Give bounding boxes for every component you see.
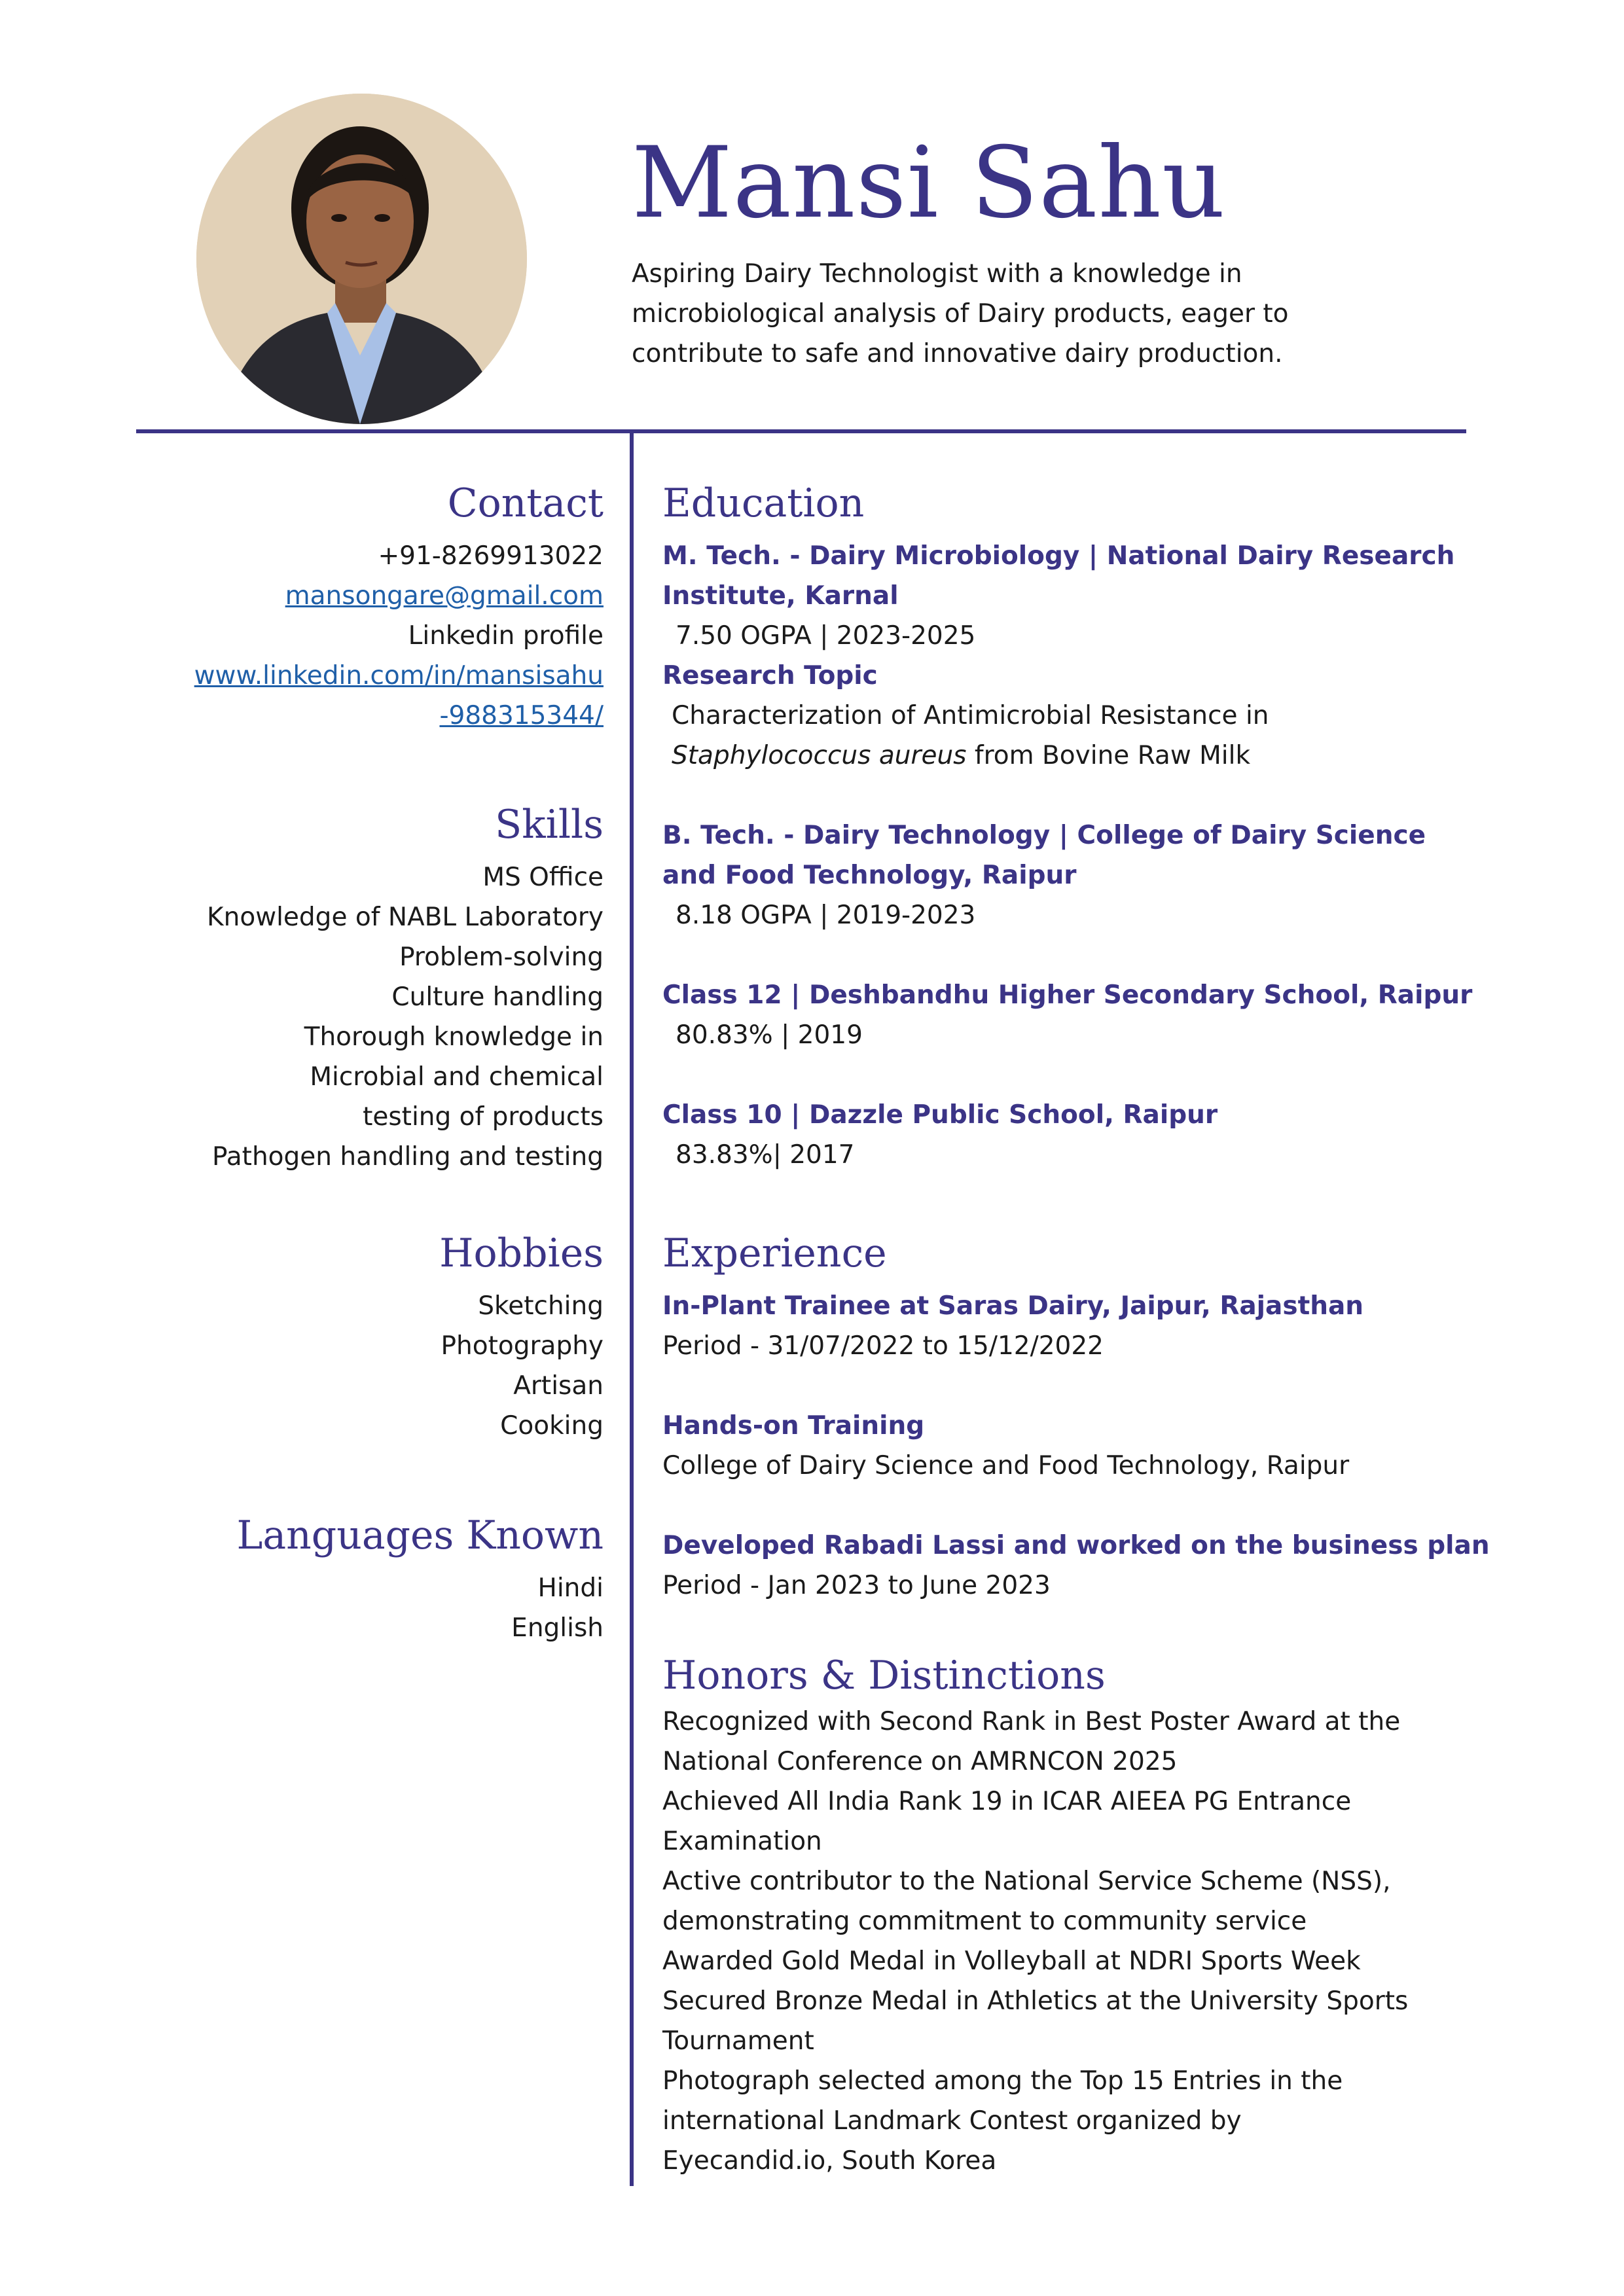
skill-item: testing of products xyxy=(363,1102,604,1132)
experience-item-detail: Period - 31/07/2022 to 15/12/2022 xyxy=(662,1331,1104,1361)
profile-photo xyxy=(196,94,527,424)
contact-title: Contact xyxy=(447,480,604,526)
skill-item: Knowledge of NABL Laboratory xyxy=(207,903,604,932)
tagline-line: microbiological analysis of Dairy products, eager to xyxy=(632,299,1289,329)
experience-item-title: Developed Rabadi Lassi and worked on the business plan xyxy=(662,1531,1490,1560)
linkedin-link-continued[interactable]: -988315344/ xyxy=(439,701,604,730)
honor-line: Examination xyxy=(662,1827,822,1856)
experience-item-title: In-Plant Trainee at Saras Dairy, Jaipur, Rajasthan xyxy=(662,1291,1364,1321)
honor-line: Achieved All India Rank 19 in ICAR AIEEA PG Entrance xyxy=(662,1787,1352,1816)
honor-line: demonstrating commitment to community service xyxy=(662,1907,1307,1936)
education-title: Education xyxy=(662,480,865,526)
honor-line: Awarded Gold Medal in Volleyball at NDRI Sports Week xyxy=(662,1946,1361,1976)
hobby-item: Artisan xyxy=(513,1371,604,1401)
research-topic: Characterization of Antimicrobial Resistance in xyxy=(672,701,1269,730)
research-topic-label: Research Topic xyxy=(662,661,878,691)
hobby-item: Photography xyxy=(441,1331,604,1361)
btech-heading: B. Tech. - Dairy Technology | College of Dairy Science xyxy=(662,821,1426,850)
hobby-item: Sketching xyxy=(478,1291,604,1321)
experience-item-detail: Period - Jan 2023 to June 2023 xyxy=(662,1571,1051,1600)
mtech-score: 7.50 OGPA | 2023-2025 xyxy=(676,621,976,651)
experience-item-title: Hands-on Training xyxy=(662,1411,925,1441)
honor-line: Photograph selected among the Top 15 Entries in the xyxy=(662,2066,1343,2096)
class12-score: 80.83% | 2019 xyxy=(676,1020,863,1050)
mtech-heading-continued: Institute, Karnal xyxy=(662,581,899,611)
class10-score: 83.83%| 2017 xyxy=(676,1140,855,1170)
research-topic-rest: from Bovine Raw Milk xyxy=(966,741,1251,770)
btech-heading-continued: and Food Technology, Raipur xyxy=(662,861,1077,890)
languages-section xyxy=(131,1509,604,1648)
experience-title: Experience xyxy=(662,1230,887,1276)
btech-score: 8.18 OGPA | 2019-2023 xyxy=(676,901,976,930)
vertical-divider xyxy=(630,429,634,2186)
experience-section xyxy=(662,1227,1490,1605)
phone-number: +91-8269913022 xyxy=(378,541,604,571)
honor-line: Recognized with Second Rank in Best Poster Award at the xyxy=(662,1707,1401,1736)
hobbies-section xyxy=(131,1227,604,1446)
honor-line: Tournament xyxy=(662,2026,814,2056)
email-link[interactable]: mansongare@gmail.com xyxy=(285,581,604,611)
honor-line: Eyecandid.io, South Korea xyxy=(662,2146,997,2176)
skill-item: Pathogen handling and testing xyxy=(211,1142,604,1172)
skill-item: MS Office xyxy=(482,863,604,892)
honor-line: international Landmark Contest organized by xyxy=(662,2106,1242,2136)
education-section xyxy=(662,477,1473,1175)
tagline-line: contribute to safe and innovative dairy production. xyxy=(632,339,1283,368)
honor-line: Secured Bronze Medal in Athletics at the University Sports xyxy=(662,1986,1409,2016)
mtech-heading: M. Tech. - Dairy Microbiology | National Dairy Research xyxy=(662,541,1455,571)
research-topic-continued xyxy=(662,736,1461,776)
tagline xyxy=(632,254,1417,374)
skill-item: Thorough knowledge in xyxy=(304,1022,604,1052)
language-item: English xyxy=(511,1613,604,1643)
class10-heading: Class 10 | Dazzle Public School, Raipur xyxy=(662,1100,1218,1130)
honors-section xyxy=(662,1649,1461,2181)
class12-heading: Class 12 | Deshbandhu Higher Secondary School, Raipur xyxy=(662,980,1473,1010)
contact-section xyxy=(131,477,604,736)
hobbies-title: Hobbies xyxy=(439,1230,604,1276)
organism-name: Staphylococcus aureus xyxy=(672,741,967,770)
skill-item: Culture handling xyxy=(391,982,604,1012)
honor-line: National Conference on AMRNCON 2025 xyxy=(662,1747,1178,1776)
languages-title: Languages Known xyxy=(236,1513,604,1558)
experience-item-detail: College of Dairy Science and Food Technology, Raipur xyxy=(662,1451,1350,1480)
honor-line: Active contributor to the National Service Scheme (NSS), xyxy=(662,1867,1391,1896)
linkedin-link[interactable]: www.linkedin.com/in/mansisahu xyxy=(194,661,604,691)
skills-title: Skills xyxy=(495,802,604,848)
skill-item: Microbial and chemical xyxy=(310,1062,604,1092)
horizontal-divider xyxy=(136,429,1466,433)
honors-title: Honors & Distinctions xyxy=(662,1653,1106,1698)
language-item: Hindi xyxy=(537,1573,604,1603)
skills-section xyxy=(131,798,604,1177)
linkedin-label: Linkedin profile xyxy=(408,621,604,651)
tagline-line: Aspiring Dairy Technologist with a knowledge in xyxy=(632,259,1242,289)
hobby-item: Cooking xyxy=(500,1411,604,1441)
skill-item: Problem-solving xyxy=(399,942,604,972)
candidate-name: Mansi Sahu xyxy=(632,126,1226,240)
